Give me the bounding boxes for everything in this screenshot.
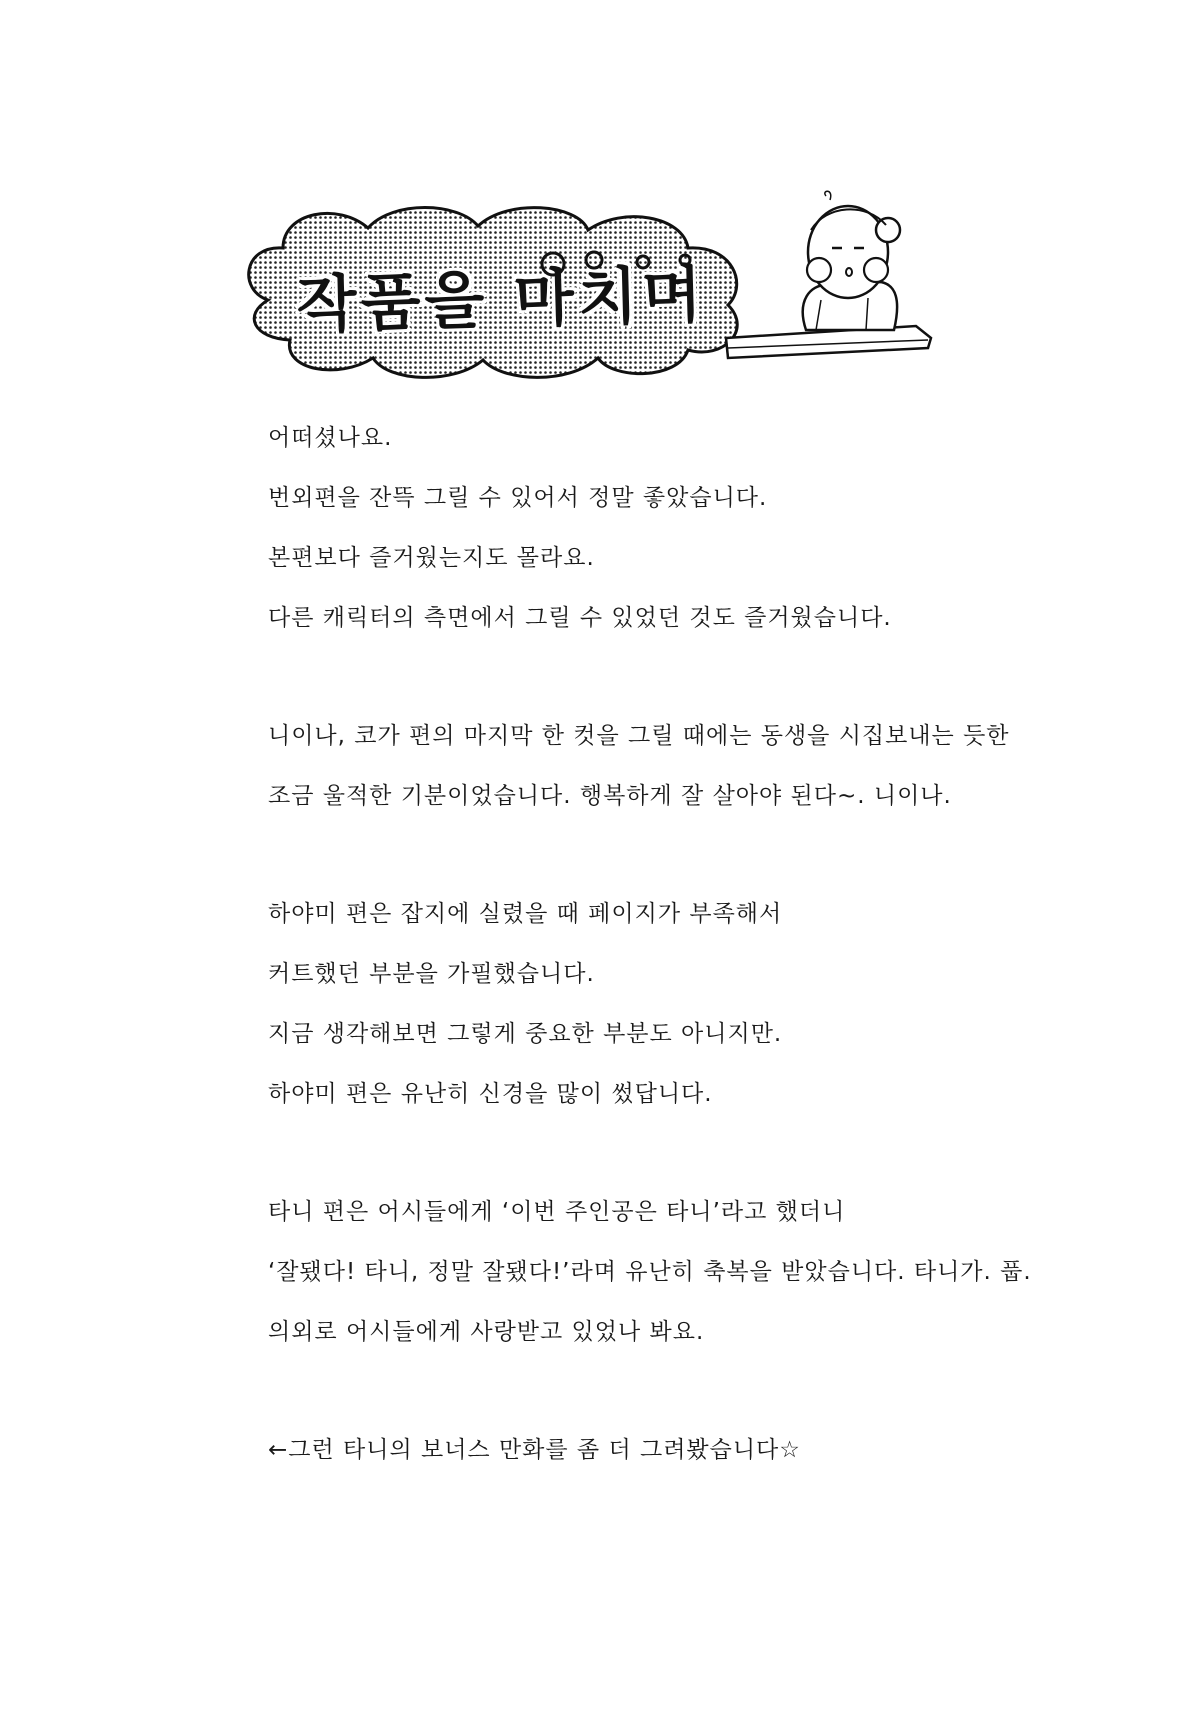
text-line: ←그런 타니의 보너스 만화를 좀 더 그려봤습니다☆ bbox=[268, 1437, 801, 1463]
text-line: 하야미 편은 잡지에 실렸을 때 페이지가 부족해서 bbox=[268, 901, 783, 927]
title-header bbox=[228, 190, 948, 400]
text-line: 본편보다 즐거웠는지도 몰라요. bbox=[268, 545, 595, 571]
text-line: 조금 울적한 기분이었습니다. 행복하게 잘 살아야 된다~. 니이나. bbox=[268, 783, 952, 809]
paragraph bbox=[268, 1420, 1028, 1480]
text-line: 다른 캐릭터의 측면에서 그릴 수 있었던 것도 즐거웠습니다. bbox=[268, 605, 892, 631]
paragraph bbox=[268, 884, 1028, 1124]
text-line: 어떠셨나요. bbox=[268, 425, 393, 451]
text-line: 의외로 어시들에게 사랑받고 있었나 봐요. bbox=[268, 1319, 705, 1345]
text-line: 지금 생각해보면 그렇게 중요한 부분도 아니지만. bbox=[268, 1021, 783, 1047]
text-line: 타니 편은 어시들에게 ‘이번 주인공은 타니’라고 했더니 bbox=[268, 1199, 846, 1225]
paragraph bbox=[268, 1182, 1032, 1362]
page-title: 작품을 마치며 bbox=[295, 257, 707, 342]
paragraph bbox=[268, 408, 1028, 648]
text-line: ‘잘됐다! 타니, 정말 잘됐다!’라며 유난히 축복을 받았습니다. 타니가. 풉. bbox=[268, 1259, 1032, 1285]
text-line: 니이나, 코가 편의 마지막 한 컷을 그릴 때에는 동생을 시집보내는 듯한 bbox=[268, 723, 1010, 749]
text-line: 번외편을 잔뜩 그릴 수 있어서 정말 좋았습니다. bbox=[268, 485, 768, 511]
paragraph bbox=[268, 706, 1028, 826]
text-line: 하야미 편은 유난히 신경을 많이 썼답니다. bbox=[268, 1081, 713, 1107]
author-illustration bbox=[716, 190, 948, 400]
afterword-text bbox=[268, 408, 1032, 1480]
text-line: 커트했던 부분을 가필했습니다. bbox=[268, 961, 595, 987]
